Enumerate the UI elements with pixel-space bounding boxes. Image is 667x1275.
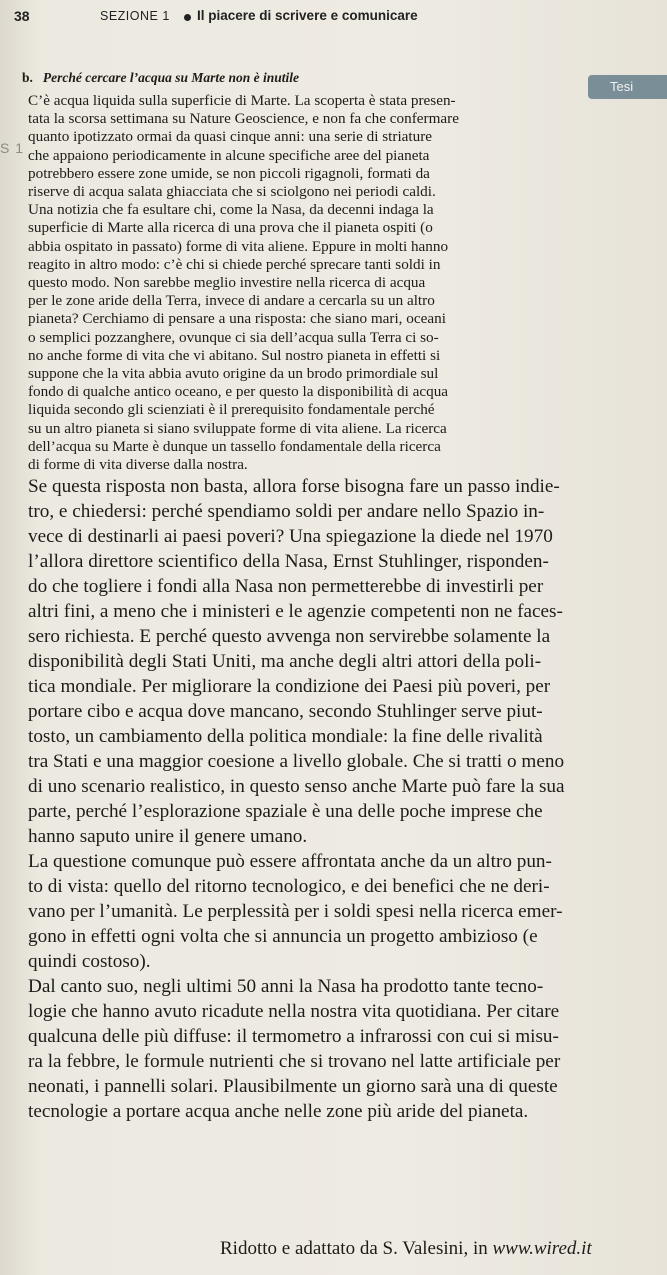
text-line: neonati, i pannelli solari. Plausibilmente un giorno sarà una di queste [28, 1076, 558, 1098]
text-line: tro, e chiedersi: perché spendiamo soldi per andare nello Spazio in- [28, 501, 545, 523]
text-line: di uno scenario realistico, in questo senso anche Marte può fare la sua [28, 776, 565, 798]
text-line: dell’acqua su Marte è dunque un tassello fondamentale della ricerca [28, 437, 441, 455]
text-line: riserve di acqua salata ghiacciata che si sciolgono nei periodi caldi. [28, 183, 436, 201]
text-line: o semplici pozzanghere, ovunque ci sia dell’acqua sulla Terra ci so- [28, 328, 439, 346]
text-line: pianeta? Cerchiamo di pensare a una risposta: che siano mari, oceani [28, 310, 446, 328]
text-line: tosto, un cambiamento della politica mondiale: la fine delle rivalità [28, 726, 543, 748]
text-line: Una notizia che fa esultare chi, come la Nasa, da decenni indaga la [28, 201, 434, 219]
text-line: gono in effetti ogni volta che si annuncia un progetto ambizioso (e [28, 926, 538, 948]
section-label-text: SEZIONE [100, 9, 159, 23]
text-line: parte, perché l’esplorazione spaziale è una delle poche imprese che [28, 801, 543, 823]
text-line: qualcuna delle più diffuse: il termometro a infrarossi con cui si misu- [28, 1026, 559, 1048]
text-line: per le zone aride della Terra, invece di andare a cercarla su un altro [28, 292, 435, 310]
margin-mark: S 1 [0, 140, 25, 156]
text-line: l’allora direttore scientifico della Nasa, Ernst Stuhlinger, risponden- [28, 551, 549, 573]
text-line: hanno saputo unire il genere umano. [28, 826, 308, 848]
text-line: potrebbero essere zone umide, se non piccoli rigagnoli, formati da [28, 164, 430, 182]
text-line: che appaiono periodicamente in alcune specifiche aree del pianeta [28, 146, 430, 164]
article-heading [22, 70, 299, 86]
text-line: disponibilità degli Stati Uniti, ma anche degli altri attori della poli- [28, 651, 542, 673]
text-line: liquida secondo gli scienziati è il prerequisito fondamentale perché [28, 401, 435, 419]
paragraph-large-print [28, 474, 642, 1124]
text-line: altri fini, a meno che i ministeri e le agenzie competenti non ne faces- [28, 601, 563, 623]
text-line: tata la scorsa settimana su Nature Geoscience, e non fa che confermare [28, 110, 459, 128]
text-line: suppone che la vita abbia avuto origine da un brodo primordiale sul [28, 365, 439, 383]
text-line: C’è acqua liquida sulla superficie di Marte. La scoperta è stata presen- [28, 92, 456, 109]
text-line: logie che hanno avuto ricadute nella nostra vita quotidiana. Per citare [28, 1001, 560, 1023]
paragraph-small-print [28, 92, 642, 474]
section-number: 1 [162, 9, 170, 23]
section-label [100, 9, 170, 23]
text-line: abbia ospitato in passato) forme di vita aliene. Eppure in molti hanno [28, 237, 449, 255]
text-line: vece di destinarli ai paesi poveri? Una spiegazione la diede nel 1970 [28, 526, 553, 548]
running-head [14, 8, 654, 30]
text-line: Dal canto suo, negli ultimi 50 anni la Nasa ha prodotto tante tecno- [28, 976, 544, 998]
text-line: questo modo. Non sarebbe meglio investire nella ricerca di acqua [28, 274, 426, 292]
article-label: b. [22, 70, 33, 85]
article-body [28, 92, 642, 1124]
text-line: reagito in altro modo: c’è chi si chiede perché sprecare tanti soldi in [28, 255, 441, 273]
source-site: www.wired.it [492, 1238, 592, 1259]
source-citation [220, 1238, 592, 1260]
text-line: La questione comunque può essere affrontata anche da un altro pun- [28, 851, 552, 873]
text-line: tecnologie a portare acqua anche nelle zone più aride del pianeta. [28, 1101, 529, 1123]
source-text: Ridotto e adattato da S. Valesini, in [220, 1238, 488, 1259]
text-line: to di vista: quello del ritorno tecnologico, e dei benefici che ne deri- [28, 876, 550, 898]
text-line: portare cibo e acqua dove mancano, secondo Stuhlinger serve piut- [28, 701, 543, 723]
text-line: di forme di vita diverse dalla nostra. [28, 456, 248, 474]
text-line: ra la febbre, le formule nutrienti che si trovano nel latte artificiale per [28, 1051, 561, 1073]
text-line: sero richiesta. E perché questo avvenga non servirebbe solamente la [28, 626, 551, 648]
text-line: no anche forme di vita che vi abitano. Sul nostro pianeta in effetti si [28, 346, 441, 364]
text-line: vano per l’umanità. Le perplessità per i soldi spesi nella ricerca emer- [28, 901, 563, 923]
text-line: tica mondiale. Per migliorare la condizione dei Paesi più poveri, per [28, 676, 551, 698]
page-number: 38 [14, 8, 30, 24]
article-title: Perché cercare l’acqua su Marte non è inutile [42, 70, 300, 85]
text-line: superficie di Marte alla ricerca di una prova che il pianeta ospiti (o [28, 219, 433, 237]
text-line: quindi costoso). [28, 951, 151, 973]
side-tab-tesi: Tesi [588, 75, 667, 99]
text-line: Se questa risposta non basta, allora forse bisogna fare un passo indie- [28, 476, 560, 498]
text-line: quanto ipotizzato ormai da quasi cinque anni: una serie di striature [28, 128, 433, 146]
unit-title: Il piacere di scrivere e comunicare [197, 8, 418, 23]
text-line: tra Stati e una maggior coesione a livello globale. Che si tratti o meno [28, 751, 565, 773]
text-line: do che togliere i fondi alla Nasa non permetterebbe di investirli per [28, 576, 544, 598]
text-line: fondo di qualche antico oceano, e per questo la disponibilità di acqua [28, 383, 449, 401]
text-line: su un altro pianeta si siano sviluppate forme di vita aliene. La ricerca [28, 419, 447, 437]
bullet-dot-icon [184, 14, 191, 21]
